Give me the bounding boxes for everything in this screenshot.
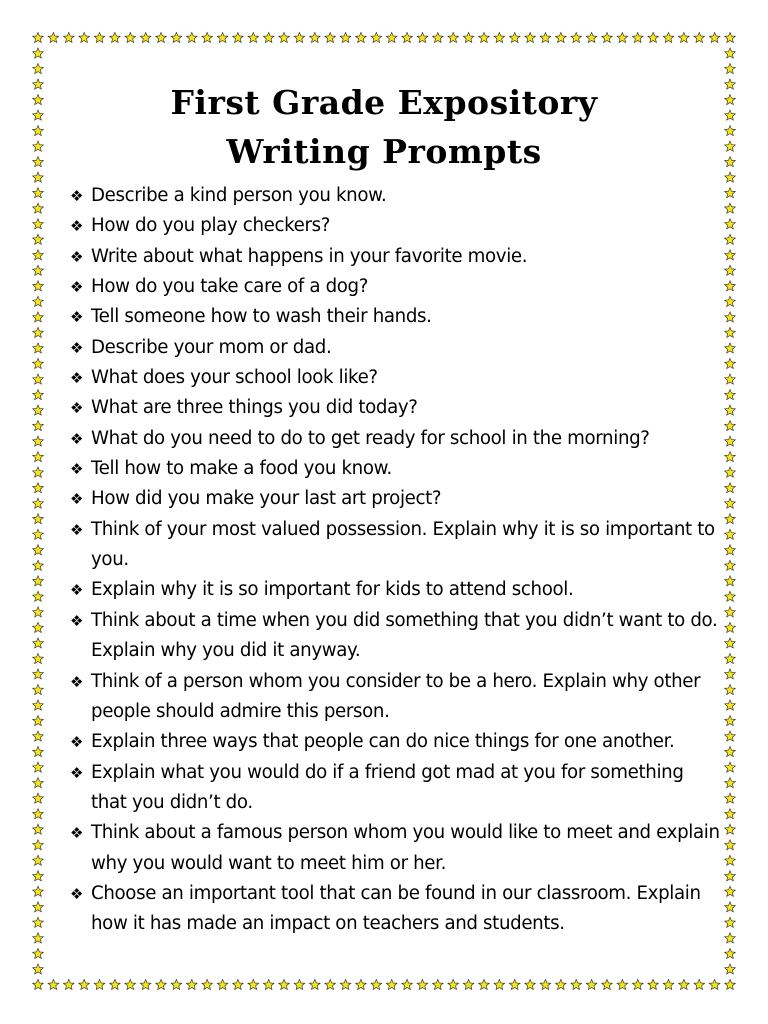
star-icon [217,32,228,42]
title-line-1: First Grade Expository [170,83,598,122]
star-icon [725,405,736,415]
star-icon [725,809,736,819]
star-icon [263,32,274,42]
prompt-item [70,242,720,272]
star-icon [417,979,428,989]
star-icon [33,576,44,586]
star-icon [33,762,44,772]
prompt-item [70,272,720,302]
star-icon [725,824,736,834]
star-icon [663,979,674,989]
star-icon [725,917,736,927]
star-icon [648,32,659,42]
star-icon [725,715,736,725]
diamond-bullet-icon: ❖ [70,581,84,600]
star-icon [725,95,736,105]
star-icon [340,32,351,42]
star-icon [663,32,674,42]
star-icon [725,203,736,213]
star-icon [33,32,44,42]
star-icon [402,979,413,989]
star-icon [571,979,582,989]
star-icon [186,979,197,989]
star-icon [725,948,736,958]
prompt-text: How do you play checkers? [91,215,331,237]
star-icon [33,669,44,679]
diamond-bullet-icon: ❖ [70,490,84,509]
prompt-item [70,333,720,363]
star-icon [33,281,44,291]
star-icon [709,32,720,42]
prompt-item [70,727,720,757]
star-icon [33,157,44,167]
title-line-2: Writing Prompts [226,132,542,171]
star-icon [33,312,44,322]
star-icon [725,871,736,881]
star-icon [156,979,167,989]
prompt-item [70,758,720,819]
star-icon [94,979,105,989]
star-icon [417,32,428,42]
diamond-bullet-icon: ❖ [70,460,84,479]
star-icon [33,436,44,446]
star-icon [709,979,720,989]
star-icon [33,79,44,89]
star-icon [33,886,44,896]
star-icon [632,32,643,42]
star-icon [725,560,736,570]
star-icon [33,110,44,120]
star-icon [33,452,44,462]
star-icon [33,172,44,182]
prompt-text: Think about a famous person whom you would like to meet and explain why you would want to meet him or her. [91,822,720,874]
star-icon [479,32,490,42]
prompt-item [70,484,720,514]
star-icon [679,32,690,42]
star-icon [33,964,44,974]
diamond-bullet-icon: ❖ [70,369,84,388]
prompt-text: Describe your mom or dad. [91,336,332,358]
star-icon [356,979,367,989]
star-icon [525,979,536,989]
star-icon [725,327,736,337]
diamond-bullet-icon: ❖ [70,763,84,782]
star-icon [725,296,736,306]
star-icon [648,979,659,989]
prompt-text: What are three things you did today? [91,397,418,419]
star-icon [33,653,44,663]
star-icon [202,32,213,42]
diamond-bullet-icon: ❖ [70,429,84,448]
star-icon [279,979,290,989]
star-icon [725,141,736,151]
star-icon [433,32,444,42]
star-icon [725,436,736,446]
star-icon [371,32,382,42]
star-icon [725,902,736,912]
star-icon [725,855,736,865]
prompt-text: Tell how to make a food you know. [91,458,392,480]
star-icon [725,126,736,136]
star-icon [33,529,44,539]
star-icon [33,747,44,757]
star-icon [33,250,44,260]
star-icon [725,389,736,399]
star-icon [725,762,736,772]
star-icon [617,32,628,42]
prompt-text: Tell someone how to wash their hands. [91,306,432,328]
star-icon [725,188,736,198]
star-icon [725,607,736,617]
star-icon [233,979,244,989]
star-icon [525,32,536,42]
star-icon [79,979,90,989]
star-icon [509,979,520,989]
star-icon [33,374,44,384]
star-icon [79,32,90,42]
star-icon [694,32,705,42]
star-icon [33,684,44,694]
star-icon [371,979,382,989]
star-icon [463,32,474,42]
star-icon [217,979,228,989]
star-icon [33,48,44,58]
prompt-item [70,393,720,423]
star-icon [725,545,736,555]
star-icon [33,715,44,725]
prompt-item [70,302,720,332]
star-icon [463,979,474,989]
prompt-item [70,606,720,667]
star-icon [632,979,643,989]
star-icon [33,793,44,803]
prompt-item [70,211,720,241]
prompt-item [70,818,720,879]
star-icon [33,188,44,198]
diamond-bullet-icon: ❖ [70,187,84,205]
star-icon [725,653,736,663]
diamond-bullet-icon: ❖ [70,672,84,691]
star-icon [140,979,151,989]
star-icon [556,32,567,42]
star-icon [33,467,44,477]
star-icon [110,979,121,989]
star-icon [725,498,736,508]
star-icon [725,793,736,803]
prompt-item [70,515,720,576]
star-icon [725,63,736,73]
star-icon [33,917,44,927]
star-icon [33,871,44,881]
star-icon [325,32,336,42]
star-icon [725,964,736,974]
star-icon [725,172,736,182]
star-icon [540,979,551,989]
star-icon [248,979,259,989]
star-icon [340,979,351,989]
star-icon [171,32,182,42]
star-icon [63,979,74,989]
prompt-item [70,181,720,211]
star-icon [33,358,44,368]
star-icon [725,840,736,850]
star-icon [725,32,736,42]
star-icon [725,250,736,260]
page-title [80,78,688,176]
star-icon [33,327,44,337]
star-icon [725,684,736,694]
star-icon [33,560,44,570]
star-icon [33,95,44,105]
star-icon [33,545,44,555]
star-icon [725,669,736,679]
star-icon [33,622,44,632]
diamond-bullet-icon: ❖ [70,520,84,539]
star-icon [586,32,597,42]
prompt-text: Explain three ways that people can do nice things for one another. [91,731,675,753]
star-icon [725,110,736,120]
star-icon [33,265,44,275]
star-icon [125,32,136,42]
star-icon [586,979,597,989]
star-icon [725,933,736,943]
star-icon [325,979,336,989]
star-icon [33,219,44,229]
star-icon [556,979,567,989]
prompt-item [70,363,720,393]
star-icon [725,157,736,167]
prompt-item [70,454,720,484]
star-icon [725,622,736,632]
diamond-bullet-icon: ❖ [70,308,84,327]
star-icon [110,32,121,42]
star-icon [725,312,736,322]
star-icon [48,979,59,989]
star-icon [725,886,736,896]
star-icon [448,979,459,989]
star-icon [33,840,44,850]
star-icon [402,32,413,42]
star-icon [309,979,320,989]
star-icon [33,343,44,353]
diamond-bullet-icon: ❖ [70,884,84,903]
prompt-text: Think about a time when you did something that you didn’t want to do. Explain why you did it anyway. [91,609,718,662]
star-icon [725,514,736,524]
prompt-text: Explain what you would do if a friend got mad at you for something that you didn’t do. [91,761,684,813]
prompt-text: Write about what happens in your favorite movie. [91,245,528,267]
star-icon [294,32,305,42]
star-icon [186,32,197,42]
star-icon [725,576,736,586]
diamond-bullet-icon: ❖ [70,399,84,418]
prompt-text: How did you make your last art project? [91,488,442,510]
prompt-text: What does your school look like? [91,367,378,389]
star-icon [202,979,213,989]
star-icon [63,32,74,42]
star-icon [725,483,736,493]
diamond-bullet-icon: ❖ [70,611,84,630]
prompt-text: Explain why it is so important for kids to attend school. [91,579,574,601]
star-icon [33,607,44,617]
star-icon [448,32,459,42]
prompt-text: Think of your most valued possession. Explain why it is so important to you. [91,518,715,571]
prompt-item [70,424,720,454]
prompt-text: What do you need to do to get ready for school in the morning? [91,427,650,449]
star-icon [279,32,290,42]
star-icon [33,234,44,244]
star-icon [725,374,736,384]
star-icon [725,234,736,244]
star-icon [309,32,320,42]
star-icon [33,141,44,151]
star-icon [494,32,505,42]
star-icon [33,498,44,508]
star-icon [33,809,44,819]
star-icon [725,343,736,353]
star-icon [694,979,705,989]
star-icon [33,933,44,943]
diamond-bullet-icon: ❖ [70,733,84,752]
star-icon [725,421,736,431]
star-icon [386,32,397,42]
diamond-bullet-icon: ❖ [70,217,84,236]
diamond-bullet-icon: ❖ [70,338,84,357]
star-icon [33,296,44,306]
star-icon [725,529,736,539]
diamond-bullet-icon: ❖ [70,278,84,297]
star-icon [725,452,736,462]
star-icon [479,979,490,989]
prompt-item [70,667,720,728]
star-icon [263,979,274,989]
star-icon [386,979,397,989]
star-icon [509,32,520,42]
star-icon [725,467,736,477]
star-icon [725,778,736,788]
prompt-text: Choose an important tool that can be found in our classroom. Explain how it has made an impact on teachers and students. [91,882,701,935]
star-icon [33,948,44,958]
star-icon [33,700,44,710]
prompt-item [70,575,720,605]
star-icon [571,32,582,42]
star-icon [33,421,44,431]
star-icon [33,979,44,989]
star-icon [602,32,613,42]
star-icon [725,591,736,601]
star-icon [33,483,44,493]
star-icon [125,979,136,989]
star-icon [33,731,44,741]
star-icon [33,638,44,648]
prompt-item [70,879,720,940]
star-icon [725,265,736,275]
star-icon [33,203,44,213]
star-icon [33,902,44,912]
star-icon [725,358,736,368]
star-icon [679,979,690,989]
star-icon [156,32,167,42]
star-icon [725,638,736,648]
star-icon [33,126,44,136]
prompt-text: Describe a kind person you know. [91,185,387,206]
star-icon [33,778,44,788]
prompt-list [70,181,720,940]
star-icon [33,63,44,73]
star-icon [356,32,367,42]
star-icon [33,405,44,415]
star-icon [33,855,44,865]
diamond-bullet-icon: ❖ [70,247,84,266]
star-icon [725,79,736,89]
star-icon [602,979,613,989]
star-icon [494,979,505,989]
prompt-text: How do you take care of a dog? [91,276,369,298]
diamond-bullet-icon: ❖ [70,824,84,843]
star-icon [725,979,736,989]
star-icon [725,700,736,710]
star-icon [294,979,305,989]
star-icon [171,979,182,989]
star-icon [33,824,44,834]
star-icon [94,32,105,42]
star-icon [48,32,59,42]
star-icon [433,979,444,989]
star-icon [33,389,44,399]
star-icon [33,514,44,524]
star-icon [725,48,736,58]
star-icon [617,979,628,989]
star-icon [33,591,44,601]
star-icon [248,32,259,42]
star-icon [725,219,736,229]
star-icon [725,747,736,757]
star-icon [140,32,151,42]
star-icon [725,731,736,741]
star-icon [233,32,244,42]
star-icon [725,281,736,291]
star-icon [540,32,551,42]
prompt-text: Think of a person whom you consider to be a hero. Explain why other people should admire this person. [91,670,701,722]
